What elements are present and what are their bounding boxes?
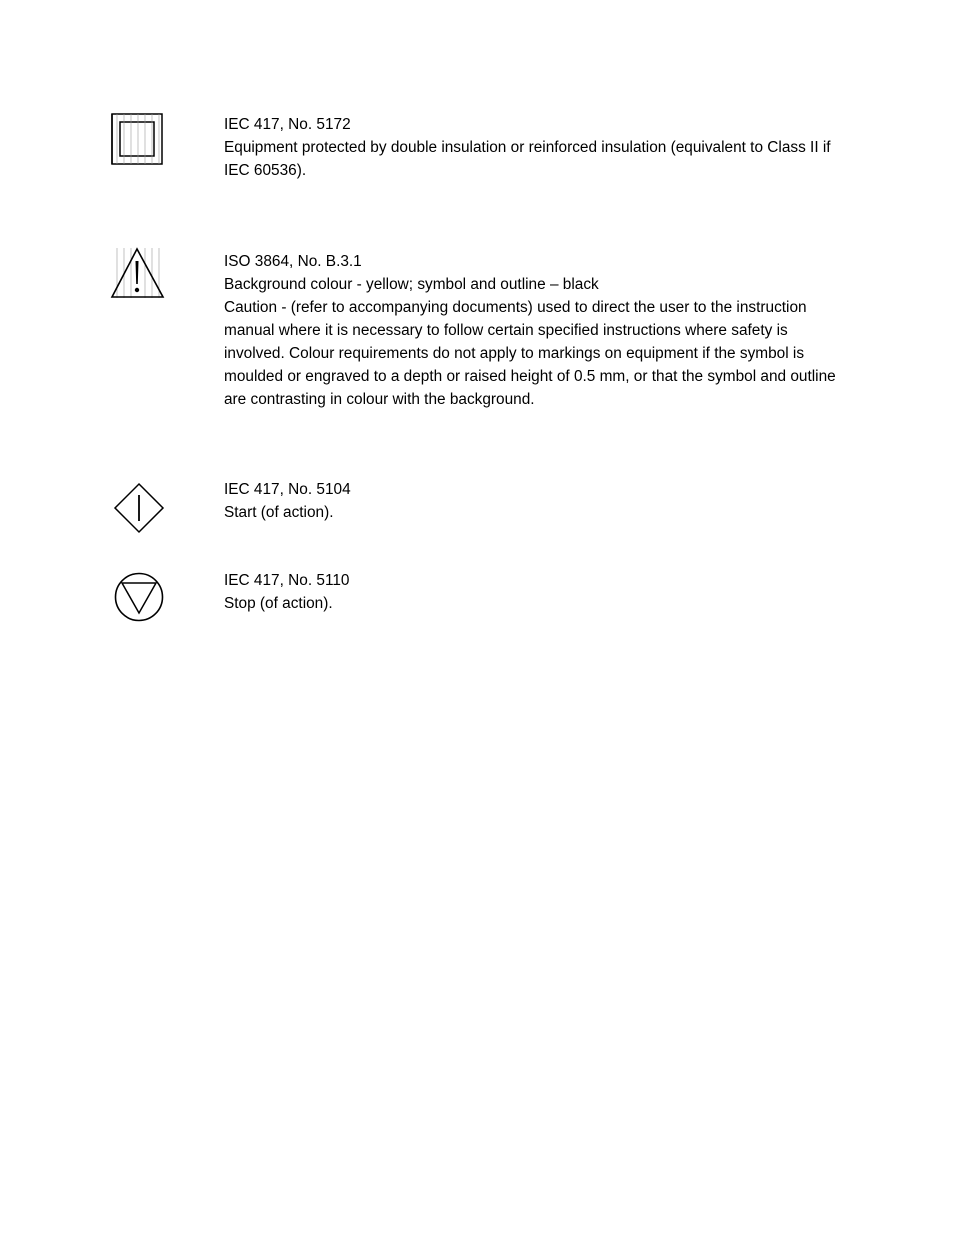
- standard-code: IEC 417, No. 5104: [224, 481, 351, 498]
- symbol-description: [224, 478, 849, 524]
- double-insulation-icon: [110, 112, 166, 168]
- standard-code: ISO 3864, No. B.3.1: [224, 253, 362, 270]
- description-line: Caution - (refer to accompanying documents) used to direct the user to the instruction manual where it is necessary to follow certain specified instructions where safety is involved. Colour requirements do not apply to markings on equipment if the symbol is moulded or engraved to a depth or raised height of 0.5 mm, or that the symbol and outline are contrasting in colour with the background.: [224, 299, 836, 408]
- description-line: Start (of action).: [224, 504, 334, 521]
- description-line: Stop (of action).: [224, 595, 333, 612]
- symbol-description: [224, 569, 849, 615]
- symbol-description: [224, 250, 849, 411]
- standard-code: IEC 417, No. 5172: [224, 116, 351, 133]
- description-line: Equipment protected by double insulation or reinforced insulation (equivalent to Class II if IEC 60536).: [224, 139, 831, 179]
- start-diamond-icon: [110, 482, 166, 538]
- caution-triangle-icon: [110, 246, 166, 302]
- stop-circle-triangle-icon: [110, 571, 166, 627]
- symbol-description: [224, 113, 849, 182]
- standard-code: IEC 417, No. 5110: [224, 572, 350, 589]
- description-line: Background colour - yellow; symbol and outline – black: [224, 276, 599, 293]
